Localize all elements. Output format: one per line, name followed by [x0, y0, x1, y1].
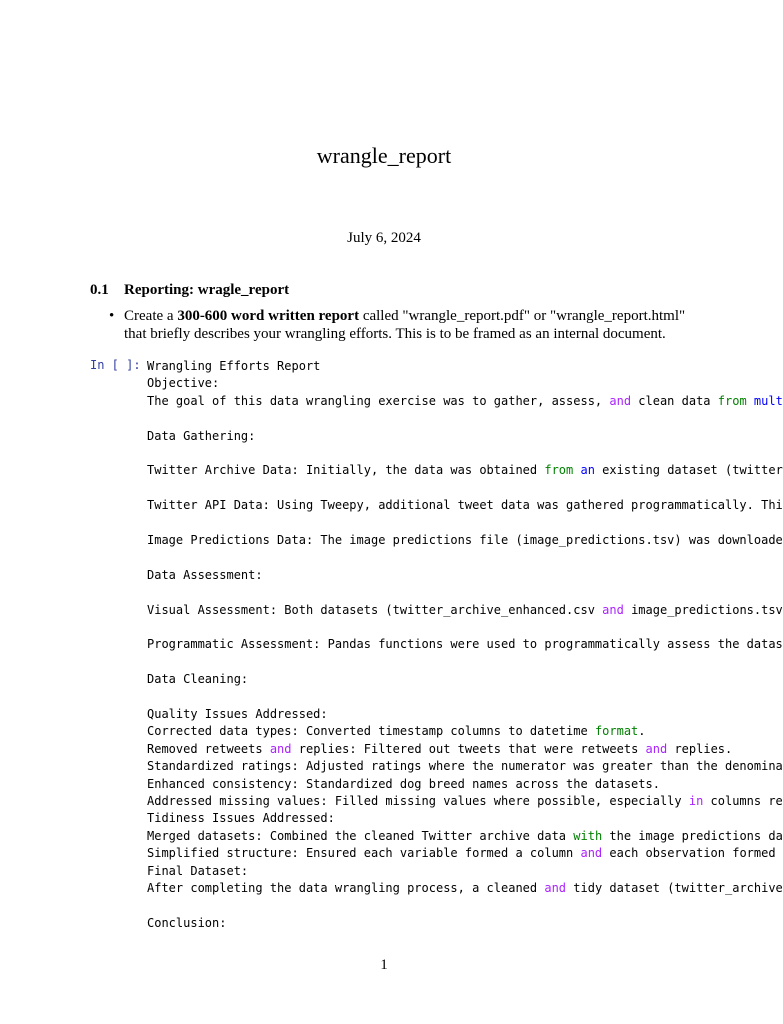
- code-text: Image Predictions Data: The image predictions file (image_predictions.tsv) was downloade: [147, 533, 783, 547]
- bullet-text-after: called "wrangle_report.pdf" or "wrangle_report.html": [359, 308, 686, 324]
- code-text: Programmatic Assessment: Pandas functions were used to programmatically assess the datas: [147, 637, 783, 652]
- section-title: Reporting: wragle_report: [124, 282, 290, 298]
- code-line: [147, 358, 320, 374]
- document-title: wrangle_report: [316, 143, 452, 168]
- code-text: Merged datasets: Combined the cleaned Twitter archive data: [147, 828, 574, 843]
- code-text: Data Assessment:: [147, 567, 263, 582]
- bullet-line-2: that briefly describes your wrangling efforts. This is to be framed as an internal document.: [124, 326, 666, 342]
- code-text: replies: Filtered out tweets that were retweets: [291, 741, 646, 756]
- code-text: Addressed missing values: Filled missing values where possible, especially: [147, 794, 689, 808]
- code-line: [147, 793, 783, 809]
- code-text: Twitter API Data: Using Tweepy, additional tweet data was gathered programmatically. Thi: [147, 498, 783, 513]
- code-keyword: and: [602, 602, 624, 617]
- code-keyword: format: [594, 724, 639, 739]
- code-text: Twitter Archive Data: Initially, the data was obtained: [147, 463, 545, 478]
- code-line: [147, 375, 219, 391]
- code-keyword: in: [688, 794, 704, 808]
- code-text: Wrangling Efforts Report: [147, 359, 321, 373]
- code-keyword: and: [580, 846, 603, 861]
- bullet-bold-text: 300-600 word written report: [177, 308, 360, 324]
- code-line: [147, 393, 783, 409]
- code-keyword: and: [544, 881, 567, 895]
- code-line: [147, 706, 328, 722]
- page-number: 1: [380, 957, 388, 973]
- code-line: [147, 567, 263, 583]
- code-text: clean data: [631, 393, 718, 408]
- code-line: [147, 723, 646, 739]
- code-line: [147, 776, 660, 792]
- code-text: replies.: [667, 741, 733, 756]
- code-line: [147, 845, 783, 861]
- bullet-text-before: Create a: [124, 308, 178, 324]
- code-keyword: and: [609, 393, 632, 408]
- code-text: each observation formed: [602, 846, 783, 861]
- bullet-marker: •: [109, 308, 115, 324]
- code-text: Objective:: [147, 376, 220, 391]
- code-line: [147, 863, 248, 879]
- code-text: Standardized ratings: Adjusted ratings where the numerator was greater than the denomina: [147, 759, 783, 774]
- section-heading: [90, 280, 289, 300]
- code-text: columns re: [703, 794, 783, 808]
- bullet-line-1: [124, 307, 724, 325]
- code-text: tidy dataset (twitter_archive: [566, 881, 783, 895]
- code-text: image_predictions.tsv: [623, 602, 783, 617]
- code-text: existing dataset (twitter: [594, 463, 783, 478]
- code-text: [573, 463, 580, 477]
- code-keyword: from: [717, 393, 747, 408]
- code-line: [147, 497, 783, 513]
- code-line: [147, 880, 783, 896]
- code-keyword: and: [645, 741, 668, 756]
- code-line: [147, 602, 783, 618]
- code-keyword: from: [544, 463, 574, 478]
- code-line: [147, 758, 783, 774]
- code-line: [147, 741, 732, 757]
- code-text: Corrected data types: Converted timestamp columns to datetime: [147, 724, 595, 739]
- code-text: Data Cleaning:: [147, 672, 249, 687]
- code-text: Visual Assessment: Both datasets (twitter_archive_enhanced.csv: [147, 602, 603, 617]
- bullet-list: [109, 307, 724, 343]
- code-line: [147, 636, 783, 652]
- code-line: [147, 532, 783, 548]
- code-keyword: and: [269, 741, 292, 756]
- code-text: Tidiness Issues Addressed:: [147, 811, 335, 826]
- code-keyword: an: [580, 463, 595, 478]
- cell-prompt: In [ ]:: [90, 358, 141, 372]
- code-text: the image predictions da: [602, 828, 783, 843]
- code-text: Data Gathering:: [147, 428, 256, 443]
- code-keyword: with: [573, 828, 603, 843]
- code-text: Simplified structure: Ensured each variable formed a column: [147, 846, 581, 861]
- code-keyword: mult: [753, 393, 783, 408]
- code-line: [147, 810, 335, 826]
- code-text: Final Dataset:: [147, 863, 249, 878]
- code-text: Quality Issues Addressed:: [147, 707, 328, 721]
- document-date: July 6, 2024: [347, 230, 421, 246]
- code-text: [747, 394, 754, 408]
- section-number: 0.1: [90, 282, 109, 298]
- code-line: [147, 671, 248, 687]
- bullet-item: [109, 307, 724, 343]
- code-text: Removed retweets: [147, 741, 270, 756]
- code-line: [147, 428, 255, 444]
- code-cell[interactable]: [0, 356, 783, 946]
- code-text: Conclusion:: [147, 915, 227, 930]
- code-text: Enhanced consistency: Standardized dog breed names across the datasets.: [147, 776, 660, 791]
- code-line: [147, 462, 783, 478]
- code-line: [147, 828, 783, 844]
- code-text: .: [638, 724, 646, 739]
- code-line: [147, 915, 226, 931]
- code-text: After completing the data wrangling process, a cleaned: [147, 881, 545, 895]
- code-text: The goal of this data wrangling exercise was to gather, assess,: [147, 393, 610, 408]
